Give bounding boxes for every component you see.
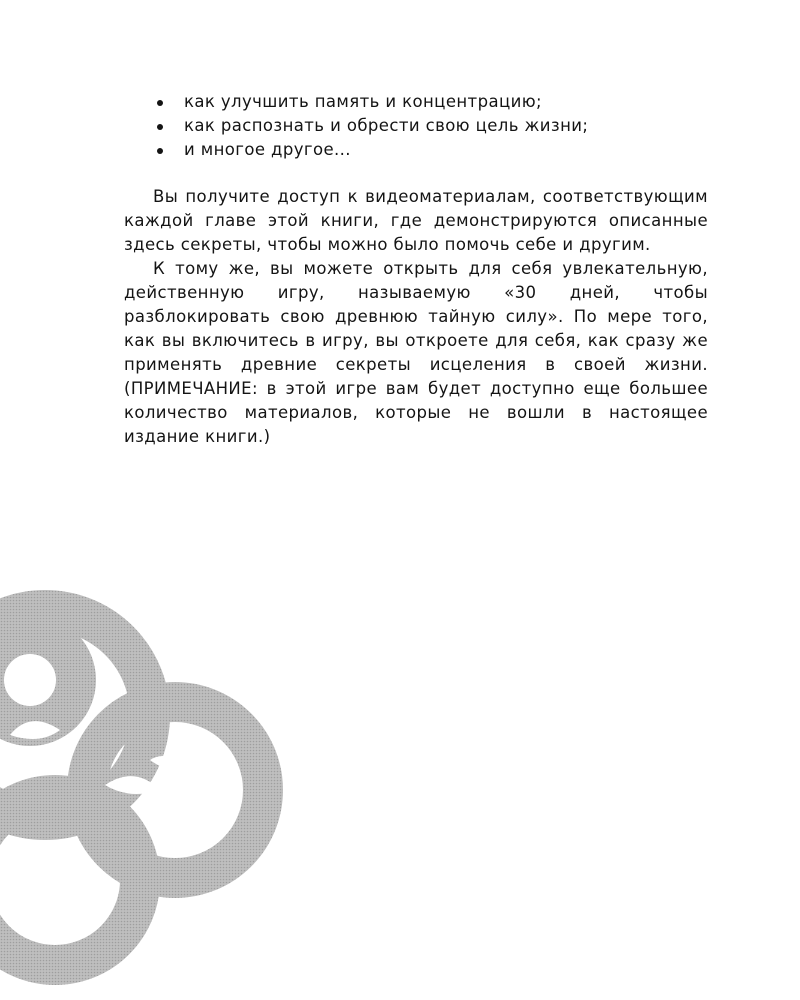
- bullet-icon: [157, 124, 163, 130]
- list-item-text: как распознать и обрести свою цель жизни;: [184, 116, 589, 135]
- bullet-icon: [157, 148, 163, 154]
- list-item-text: и многое другое...: [184, 140, 351, 159]
- list-item: [124, 114, 708, 138]
- list-item: [124, 90, 708, 114]
- bullet-icon: [157, 100, 163, 106]
- body-text: [124, 185, 708, 449]
- list-item: [124, 138, 708, 162]
- page-text: [124, 90, 708, 449]
- paragraph-video-materials: Вы получите доступ к видеоматериалам, соответствующим каждой главе этой книги, где демонстрируются описанные здесь секреты, чтобы можно было помочь себе и другим.: [124, 187, 708, 254]
- bullet-list: [124, 90, 708, 162]
- paragraph-game: К тому же, вы можете открыть для себя увлекательную, действенную игру, называемую «30 дней, чтобы разблокировать свою древнюю тайную силу». По мере того, как вы включитесь в игру, вы откроете для себя, как сразу же применять древние секреты исцеления в своей жизни. (ПРИМЕЧАНИЕ: в этой игре вам будет доступно еще большее количество материалов, которые не вошли в настоящее издание книги.): [124, 259, 708, 446]
- interlocking-rings-ornament-icon: [0, 560, 300, 1000]
- list-item-text: как улучшить память и концентрацию;: [184, 92, 542, 111]
